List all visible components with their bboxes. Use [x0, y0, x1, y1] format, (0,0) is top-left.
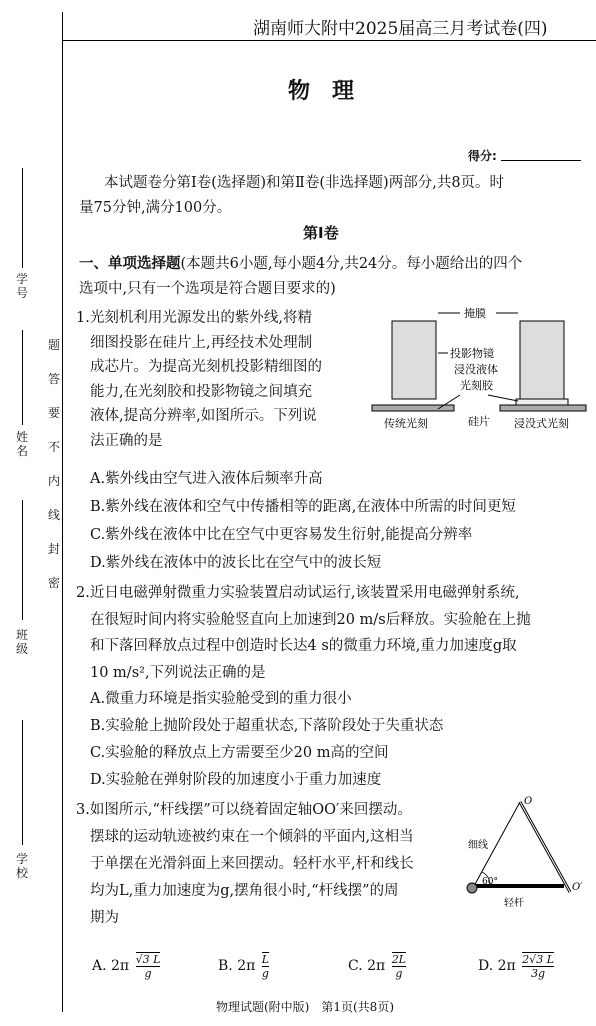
fig-label-left: 传统光刻 — [384, 417, 428, 430]
question-2-option-b: B.实验舱上抛阶段处于超重状态,下落阶段处于失重状态 — [90, 718, 444, 734]
student-id-line — [22, 168, 23, 268]
intro-line-2: 量75分钟,满分100分。 — [79, 200, 232, 216]
question-1-option-d: D.紫外线在液体中的波长比在空气中的波长短 — [90, 555, 382, 571]
fig-label-o-prime: O′ — [572, 882, 583, 893]
question-3-option-b: B. 2π $\frac{L}{g}$ — [218, 953, 270, 980]
question-2-stem: 2.近日电磁弹射微重力实验装置启动试运行,该装置采用电磁弹射系统, 在很短时间内将实验舱竖直向上加速到20 m/s后释放。实验舱在上抛 和下落回释放点过程中创造时长达4 s的微重力环境,重力加速度g取 10 m/s²,下列说法正确的是 — [76, 585, 531, 681]
fig-label-o: O — [524, 796, 533, 807]
fig-label-wafer: 硅片 — [468, 415, 490, 428]
fig-label-angle: 60° — [482, 877, 498, 887]
fig-label-mask: 掩膜 — [464, 307, 486, 320]
seal-notice: 题 答 要 不 内 线 封 密 — [47, 338, 60, 590]
page-footer: 物理试题(附中版) 第1页(共8页) — [216, 1000, 394, 1014]
score-field — [501, 160, 581, 161]
question-2-option-a: A.微重力环境是指实验舱受到的重力很小 — [90, 691, 352, 707]
question-1-option-b: B.紫外线在液体和空气中传播相等的距离,在液体中所需的时间更短 — [90, 499, 516, 515]
question-1-option-a: A.紫外线由空气进入液体后频率升高 — [90, 471, 323, 487]
fig-label-liquid: 浸没液体 — [454, 363, 498, 376]
margin-label-school: 学校 — [15, 852, 28, 880]
part1-heading: 一、单项选择题(本题共6小题,每小题4分,共24分。每小题给出的四个 — [79, 256, 523, 272]
fig-label-lens: 投影物镜 — [450, 347, 494, 360]
question-3-stem: 3.如图所示,“杆线摆”可以绕着固定轴OO′来回摆动。 摆球的运动轨迹被约束在一个倾斜的平面内,这相当 于单摆在光滑斜面上来回摆动。轻杆水平,杆和线长 均为L,重力加速度为g,摆角很小时,“杆线摆”的周 期为 — [76, 802, 414, 926]
question-1-stem: 1.光刻机利用光源发出的紫外线,将精 细图投影在硅片上,再经技术处理制 成芯片。为提高光刻机投影精细图的 能力,在光刻胶和投影物镜之间填充 液体,提高分辨率,如图所示。下列说 法正确的是 — [76, 310, 322, 449]
school-line — [22, 720, 23, 845]
exam-header-title: 湖南师大附中2025届高三月考试卷(四) — [253, 19, 548, 39]
question-2-option-d: D.实验舱在弹射阶段的加速度小于重力加速度 — [90, 772, 382, 788]
intro-line-1: 本试题卷分第Ⅰ卷(选择题)和第Ⅱ卷(非选择题)两部分,共8页。时 — [104, 175, 505, 191]
score-label: 得分: — [468, 149, 497, 163]
binding-line — [62, 12, 63, 1012]
question-3-option-a: A. 2π $\frac{√3 L}{g}$ — [92, 953, 161, 980]
fig-label-rod: 轻杆 — [504, 898, 524, 909]
margin-label-student-id: 学号 — [15, 272, 28, 300]
question-1-option-c: C.紫外线在液体中比在空气中更容易发生衍射,能提高分辨率 — [90, 527, 473, 543]
class-line — [22, 500, 23, 620]
margin-label-class: 班级 — [15, 628, 28, 656]
fig-label-right: 浸没式光刻 — [514, 417, 569, 430]
question-2-option-c: C.实验舱的释放点上方需要至少20 m高的空间 — [90, 745, 389, 761]
fig-label-resist: 光刻胶 — [460, 379, 493, 392]
lithography-figure — [368, 305, 592, 433]
margin-label-name: 姓名 — [15, 430, 28, 458]
subject-title: 物 理 — [288, 79, 355, 104]
part1-heading-line2: 选项中,只有一个选项是符合题目要求的) — [79, 281, 336, 297]
section-title: 第Ⅰ卷 — [303, 224, 339, 242]
pendulum-figure — [460, 792, 590, 922]
question-3-option-d: D. 2π $\frac{2√3 L}{3g}$ — [478, 953, 554, 980]
fig-label-string: 细线 — [468, 840, 488, 851]
header-rule — [62, 40, 596, 41]
name-line — [22, 330, 23, 425]
question-3-option-c: C. 2π $\frac{2L}{g}$ — [348, 953, 406, 980]
